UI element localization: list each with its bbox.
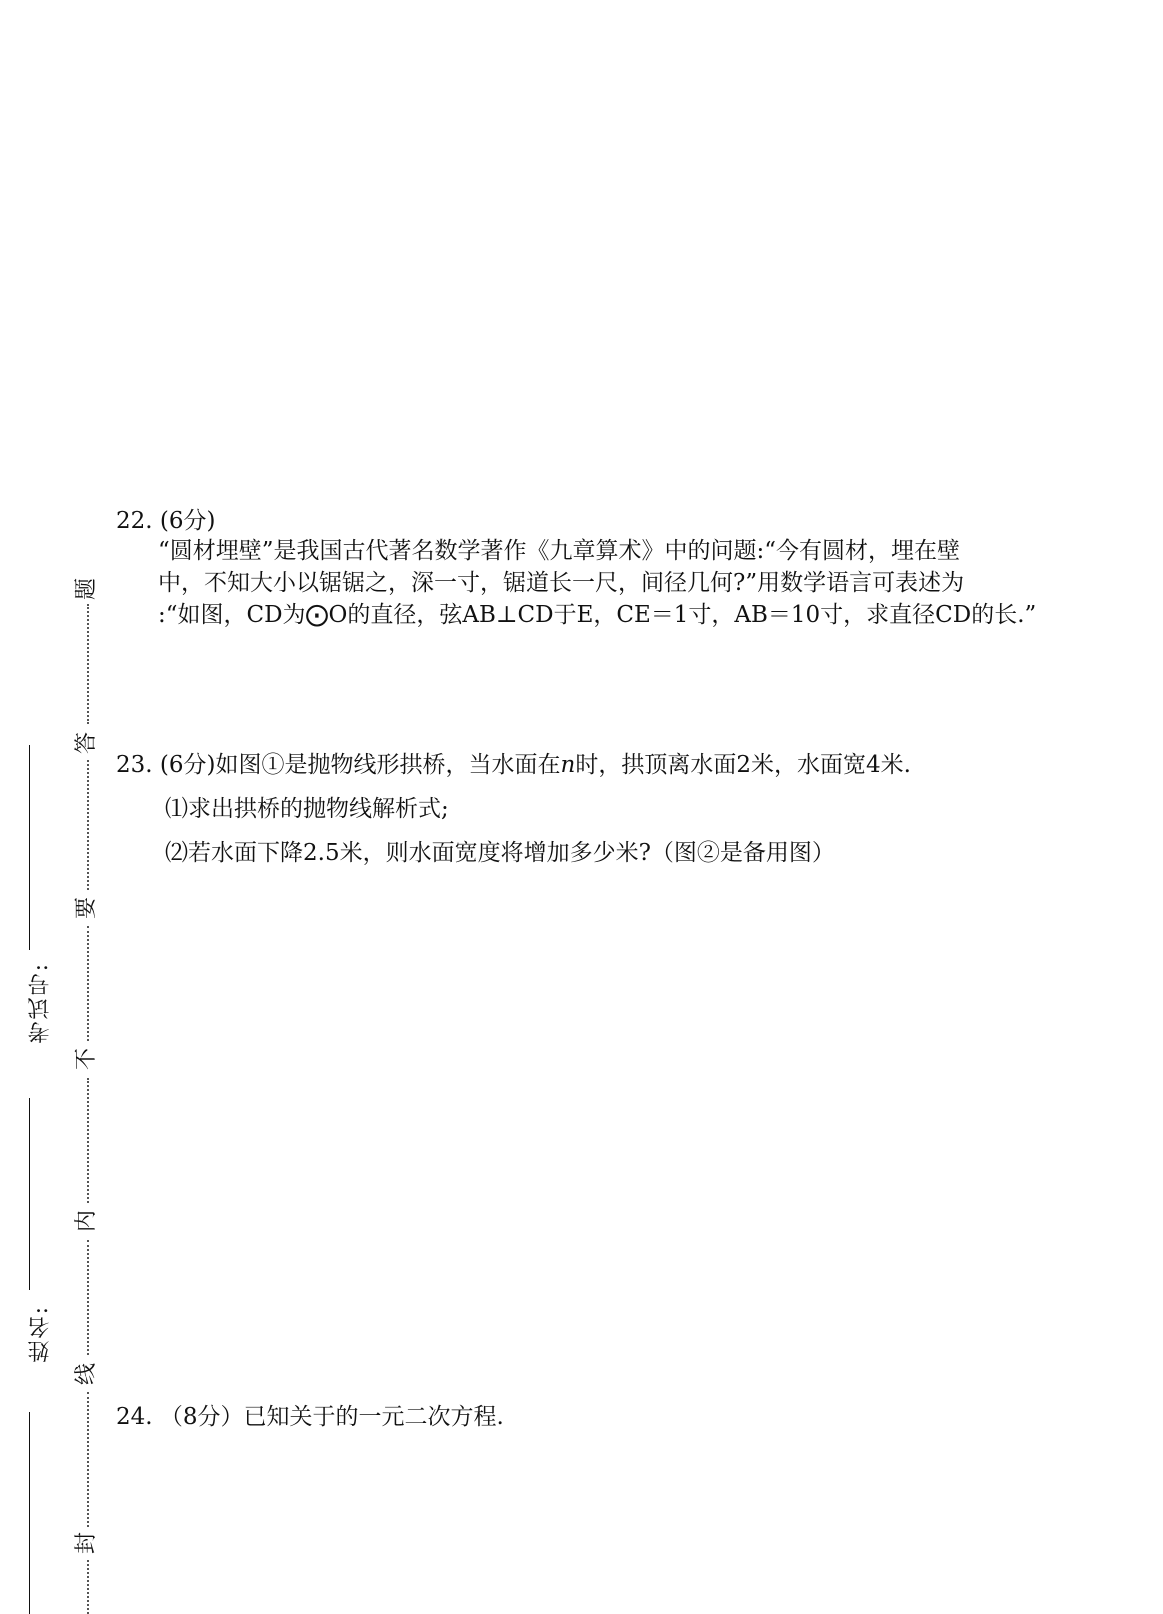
seal-dotted-line-2	[87, 760, 89, 890]
q23-stem-text-b: 时，拱顶离水面2米，水面宽4米.	[575, 752, 911, 778]
q24-stem	[116, 1406, 504, 1429]
seal-dotted-line-3	[87, 926, 89, 1041]
q22-line-1: “圆材埋壁”是我国古代著名数学著作《九章算术》中的问题:“今有圆材，埋在壁	[158, 538, 961, 564]
q23-stem-text-a: 如图①是抛物线形拱桥，当水面在	[215, 752, 561, 778]
q24-number: 24.	[116, 1404, 153, 1430]
seal-char-yao: 要	[74, 897, 99, 920]
circle-dot-icon: ⨀	[305, 602, 329, 628]
seal-char-feng: 封	[74, 1532, 99, 1555]
seal-dotted-line-6	[87, 1392, 89, 1527]
q22-line-2: 中，不知大小以锯锯之，深一寸，锯道长一尺，间径几何?”用数学语言可表述为	[158, 570, 965, 596]
q22-line-3	[158, 604, 1036, 627]
seal-char-xian: 线	[74, 1363, 99, 1386]
q23-part-2: ⑵若水面下降2.5米，则水面宽度将增加多少米?（图②是备用图）	[165, 840, 835, 866]
q23-score: (6分)	[159, 752, 216, 778]
exam-no-underline	[29, 745, 30, 950]
q24-text: （8分）已知关于的一元二次方程.	[159, 1404, 504, 1430]
name-label: 姓名:	[28, 1305, 53, 1363]
q22-number: 22.	[116, 508, 153, 534]
seal-dotted-line-4	[87, 1078, 89, 1203]
seal-dotted-line-5	[87, 1240, 89, 1355]
exam-no-label: 考试号:	[28, 962, 53, 1044]
q22-header	[116, 510, 215, 533]
q22-line-3-start: :“如图，CD为	[158, 602, 306, 628]
seal-char-da: 答	[74, 732, 99, 755]
q23-number: 23.	[116, 752, 153, 778]
q23-part-1: ⑴求出拱桥的抛物线解析式;	[165, 796, 449, 822]
q23-variable: n	[560, 752, 576, 778]
seal-char-ti: 题	[74, 578, 99, 601]
q22-score: (6分)	[159, 508, 216, 534]
seal-char-bu: 不	[74, 1048, 99, 1071]
q23-stem	[116, 754, 911, 777]
name-underline-lower	[29, 1412, 30, 1614]
q22-line-3-end: O的直径，弦AB⊥CD于E，CE＝1寸，AB＝10寸，求直径CD的长.”	[328, 602, 1037, 628]
seal-dotted-line-1	[87, 604, 89, 724]
seal-char-nei: 内	[74, 1210, 99, 1233]
name-underline-upper	[29, 1098, 30, 1290]
seal-dotted-line-7	[87, 1560, 89, 1614]
